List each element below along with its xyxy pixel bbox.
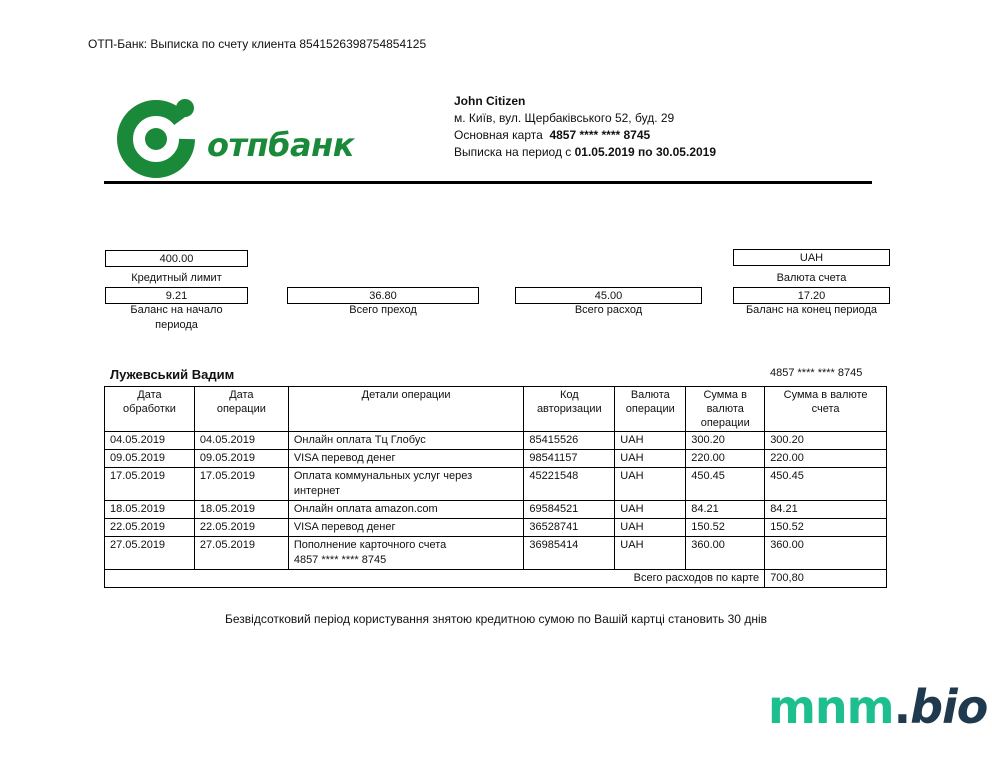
table-header-row [105, 387, 887, 432]
card-label: Основная карта [454, 128, 543, 142]
col-header-details: Детали операции [288, 387, 524, 432]
col-header-currency: Валюта операции [615, 387, 686, 432]
interest-free-note: Безвідсотковий період користування знятою кредитною сумою по Вашій картці становить 30 днів [225, 612, 767, 626]
table-row: 18.05.2019 18.05.2019 Онлайн оплата amazon.com 69584521 UAH 84.21 84.21 [105, 501, 887, 519]
otp-bank-logo [115, 92, 360, 182]
closing-balance-value: 17.20 [733, 287, 890, 304]
watermark-logo [768, 680, 987, 734]
watermark-part2: bio [910, 680, 988, 734]
total-expense-value: 45.00 [515, 287, 702, 304]
col-header-amount-acc: Сумма в валюте счета [765, 387, 887, 432]
total-income-value: 36.80 [287, 287, 479, 304]
document-title: ОТП-Банк: Выписка по счету клиента 8541526398754854125 [88, 37, 427, 51]
client-name: John Citizen [454, 94, 526, 108]
credit-limit-label: Кредитный лимит [131, 272, 222, 284]
card-number: 4857 **** **** 8745 [549, 128, 651, 142]
period-label: Выписка на период с [454, 145, 572, 159]
header-divider [104, 181, 872, 184]
period-from: 01.05.2019 [574, 145, 635, 159]
client-address: м. Київ, вул. Щербаківського 52, буд. 29 [454, 111, 675, 125]
col-header-auth-code: Код авторизации [524, 387, 615, 432]
table-row: 04.05.2019 04.05.2019 Онлайн оплата Тц Глобус 85415526 UAH 300.20 300.20 [105, 432, 887, 450]
total-value: 700,80 [765, 570, 887, 588]
col-header-processing-date: Дата обработки [105, 387, 195, 432]
opening-balance-value: 9.21 [105, 287, 248, 304]
transactions-table [104, 386, 887, 588]
total-expense-label: Всего расход [574, 304, 643, 316]
period-to: 30.05.2019 [655, 145, 717, 159]
total-income-label: Всего преход [349, 304, 417, 316]
table-total-row [105, 570, 887, 588]
credit-limit-value: 400.00 [105, 250, 248, 267]
opening-balance-label-line1: Баланс на начало [130, 304, 223, 316]
opening-balance-label-line2: периода [155, 319, 198, 331]
otp-logo-icon [115, 92, 205, 182]
table-row: 09.05.2019 09.05.2019 VISA перевод денег 98541157 UAH 220.00 220.00 [105, 450, 887, 468]
period-to-label: по [638, 145, 653, 159]
opening-balance-label [105, 303, 248, 333]
holder-card-number: 4857 **** **** 8745 [770, 367, 863, 379]
client-info [454, 93, 716, 161]
table-row: 22.05.2019 22.05.2019 VISA перевод денег 36528741 UAH 150.52 150.52 [105, 519, 887, 537]
table-row: 17.05.2019 17.05.2019 Оплата коммунальных услуг через интернет 45221548 UAH 450.45 450.45 [105, 468, 887, 501]
card-holder-name: Лужевський Вадим [110, 367, 235, 382]
watermark-dot: . [893, 680, 911, 734]
total-label: Всего расходов по карте [105, 570, 765, 588]
table-row: 27.05.2019 27.05.2019 Пополнение карточного счета 4857 **** **** 8745 36985414 UAH 360.00 360.00 [105, 537, 887, 570]
currency-label: Валюта счета [776, 272, 847, 284]
currency-value: UAH [733, 249, 890, 266]
closing-balance-label: Баланс на конец периода [745, 304, 878, 316]
main-card-line [454, 127, 716, 144]
statement-period [454, 144, 716, 161]
watermark-part1: mnm [768, 680, 894, 734]
col-header-amount-op: Сумма в валюта операции [686, 387, 765, 432]
col-header-operation-date: Дата операции [194, 387, 288, 432]
logo-wordmark: отпбанк [207, 126, 354, 164]
